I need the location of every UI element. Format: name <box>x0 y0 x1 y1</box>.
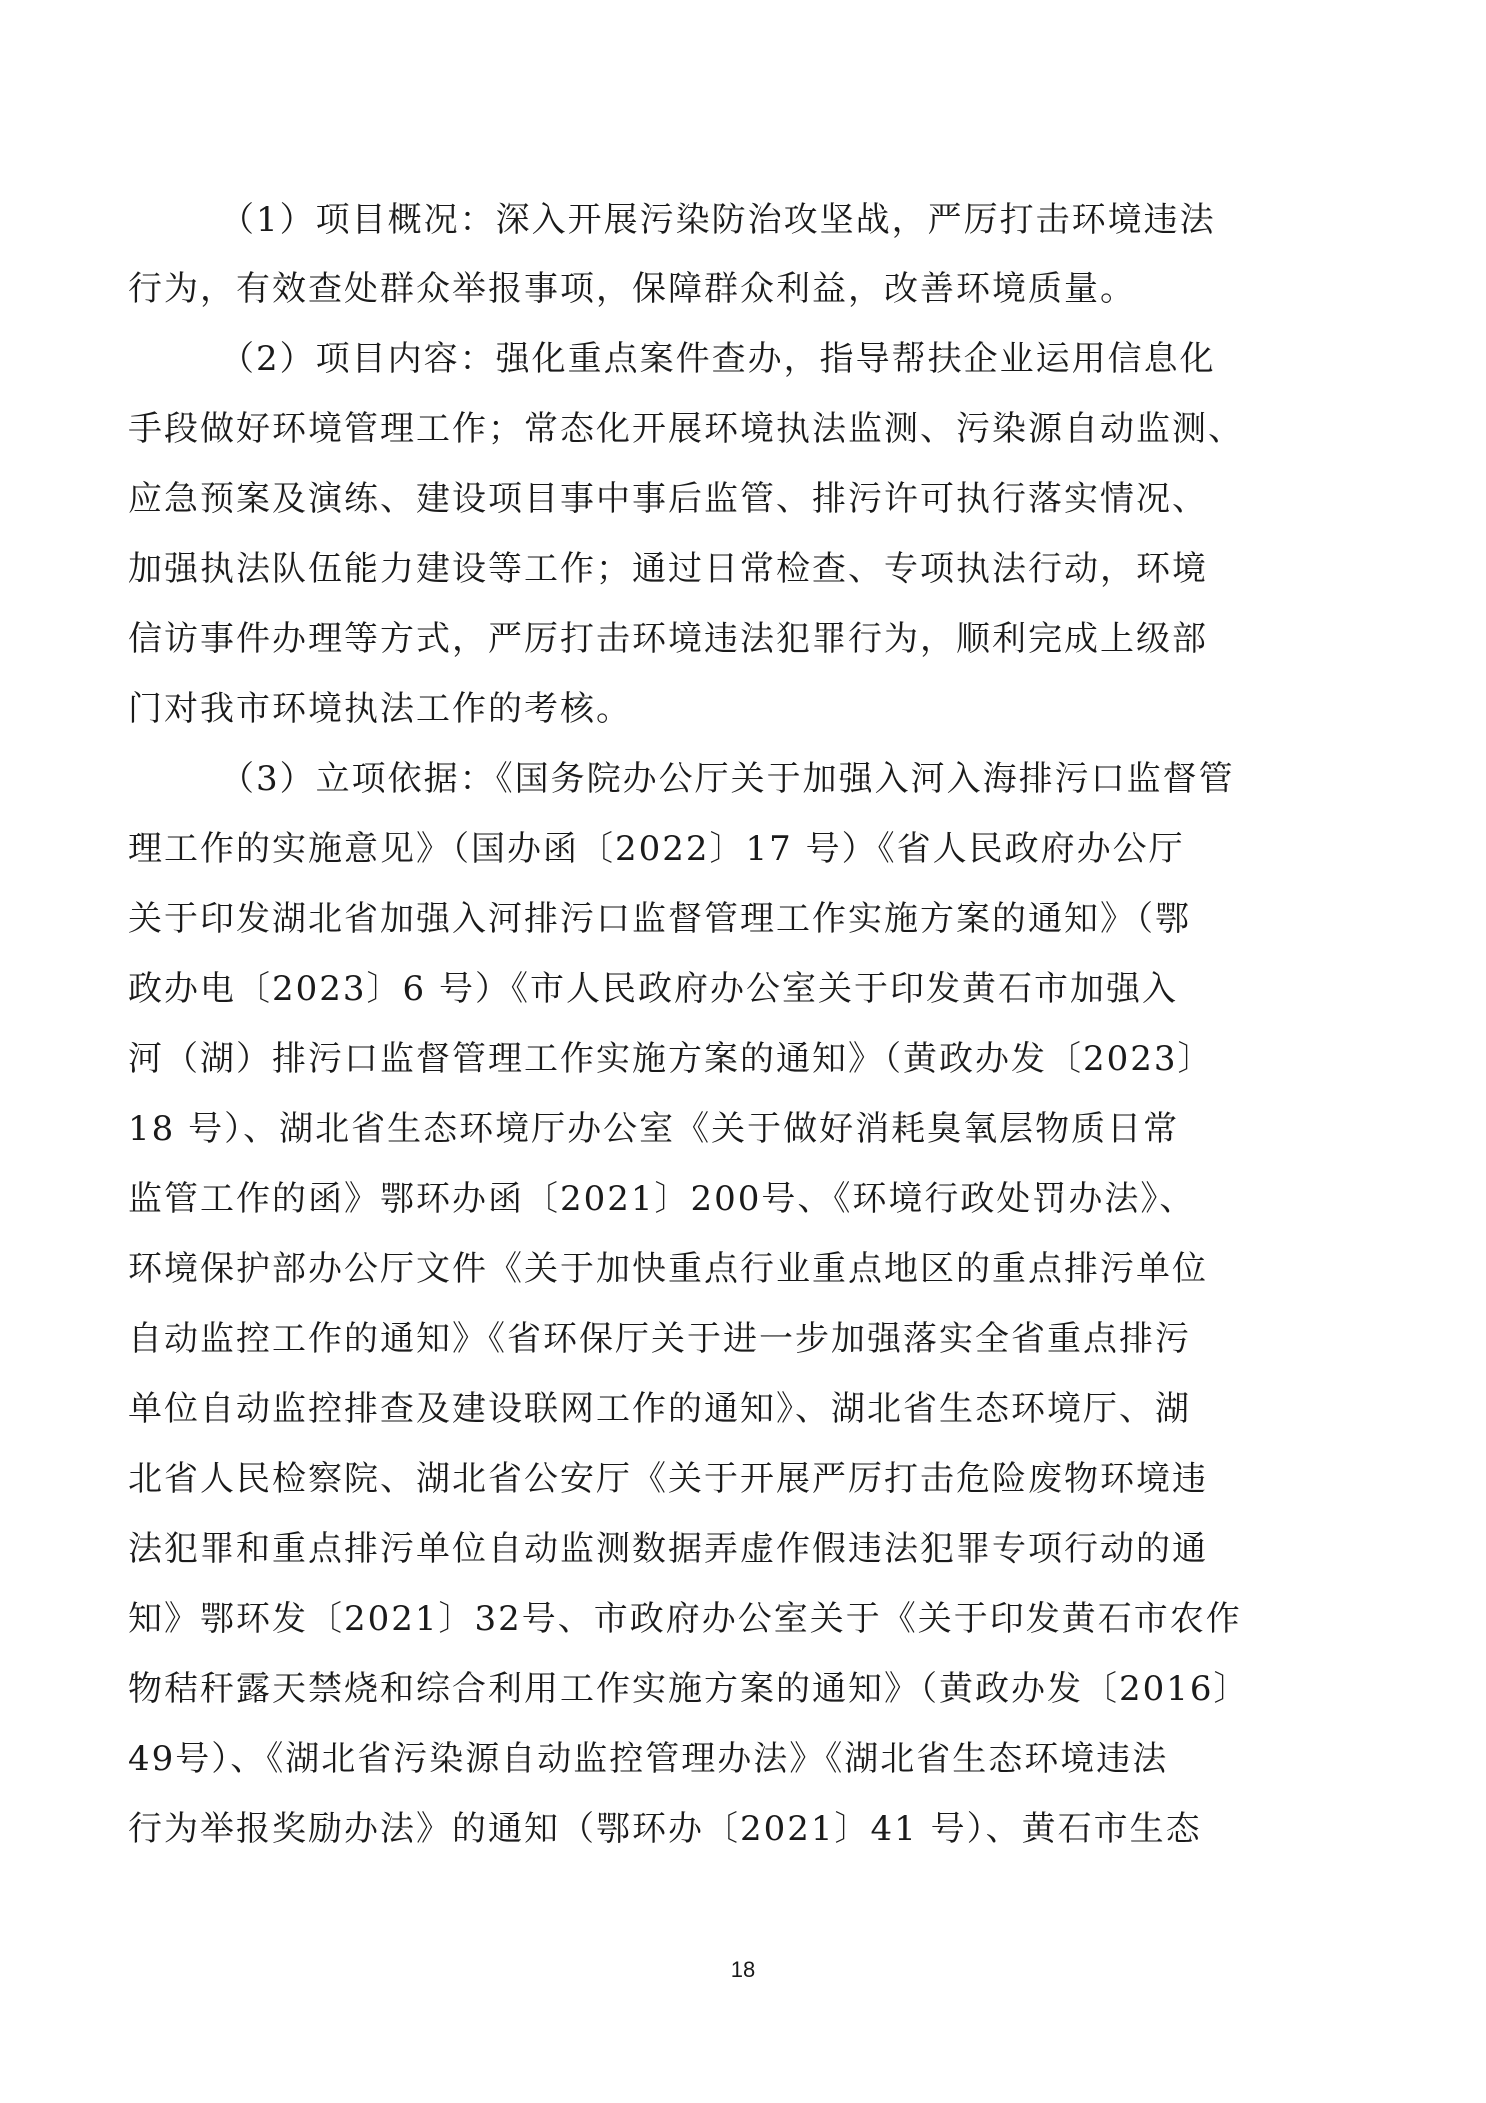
text-line: 单位自动监控排查及建设联网工作的通知》、湖北省生态环境厅、湖 <box>128 1389 1191 1429</box>
page-number: 18 <box>730 1957 756 1982</box>
text-line: 关于印发湖北省加强入河排污口监督管理工作实施方案的通知》（鄂 <box>128 899 1191 939</box>
text-line: 手段做好环境管理工作；常态化开展环境执法监测、污染源自动监测、 <box>128 409 1244 449</box>
text-line: （1）项目概况：深入开展污染防治攻坚战，严厉打击环境违法 <box>220 200 1216 240</box>
text-line: 行为举报奖励办法》的通知（鄂环办〔2021〕41 号）、黄石市生态 <box>128 1809 1202 1849</box>
text-line: 知》鄂环发〔2021〕32号、市政府办公室关于《关于印发黄石市农作 <box>128 1599 1242 1639</box>
text-line: （3）立项依据：《国务院办公厅关于加强入河入海排污口监督管 <box>220 759 1235 799</box>
text-line: 行为，有效查处群众举报事项，保障群众利益，改善环境质量。 <box>128 269 1136 309</box>
text-line: 环境保护部办公厅文件《关于加快重点行业重点地区的重点排污单位 <box>128 1249 1208 1289</box>
text-line: 信访事件办理等方式，严厉打击环境违法犯罪行为，顺利完成上级部 <box>128 619 1208 659</box>
text-line: 18 号）、湖北省生态环境厅办公室《关于做好消耗臭氧层物质日常 <box>128 1109 1180 1149</box>
text-line: 物秸秆露天禁烧和综合利用工作实施方案的通知》（黄政办发〔2016〕 <box>128 1669 1250 1709</box>
text-line: 应急预案及演练、建设项目事中事后监管、排污许可执行落实情况、 <box>128 479 1208 519</box>
text-line: 政办电〔2023〕6 号）《市人民政府办公室关于印发黄石市加强入 <box>128 969 1178 1009</box>
text-line: 监管工作的函》鄂环办函〔2021〕200号、《环境行政处罚办法》、 <box>128 1179 1196 1219</box>
text-line: 门对我市环境执法工作的考核。 <box>128 689 632 729</box>
text-line: 北省人民检察院、湖北省公安厅《关于开展严厉打击危险废物环境违 <box>128 1459 1208 1499</box>
text-line: （2）项目内容：强化重点案件查办，指导帮扶企业运用信息化 <box>220 339 1216 379</box>
text-line: 加强执法队伍能力建设等工作；通过日常检查、专项执法行动，环境 <box>128 549 1208 589</box>
text-line: 法犯罪和重点排污单位自动监测数据弄虚作假违法犯罪专项行动的通 <box>128 1529 1208 1569</box>
text-line: 理工作的实施意见》（国办函〔2022〕17 号）《省人民政府办公厅 <box>128 829 1185 869</box>
text-line: 河（湖）排污口监督管理工作实施方案的通知》（黄政办发〔2023〕 <box>128 1039 1214 1079</box>
text-line: 49号）、《湖北省污染源自动监控管理办法》《湖北省生态环境违法 <box>128 1739 1169 1779</box>
text-line: 自动监控工作的通知》《省环保厅关于进一步加强落实全省重点排污 <box>128 1319 1191 1359</box>
